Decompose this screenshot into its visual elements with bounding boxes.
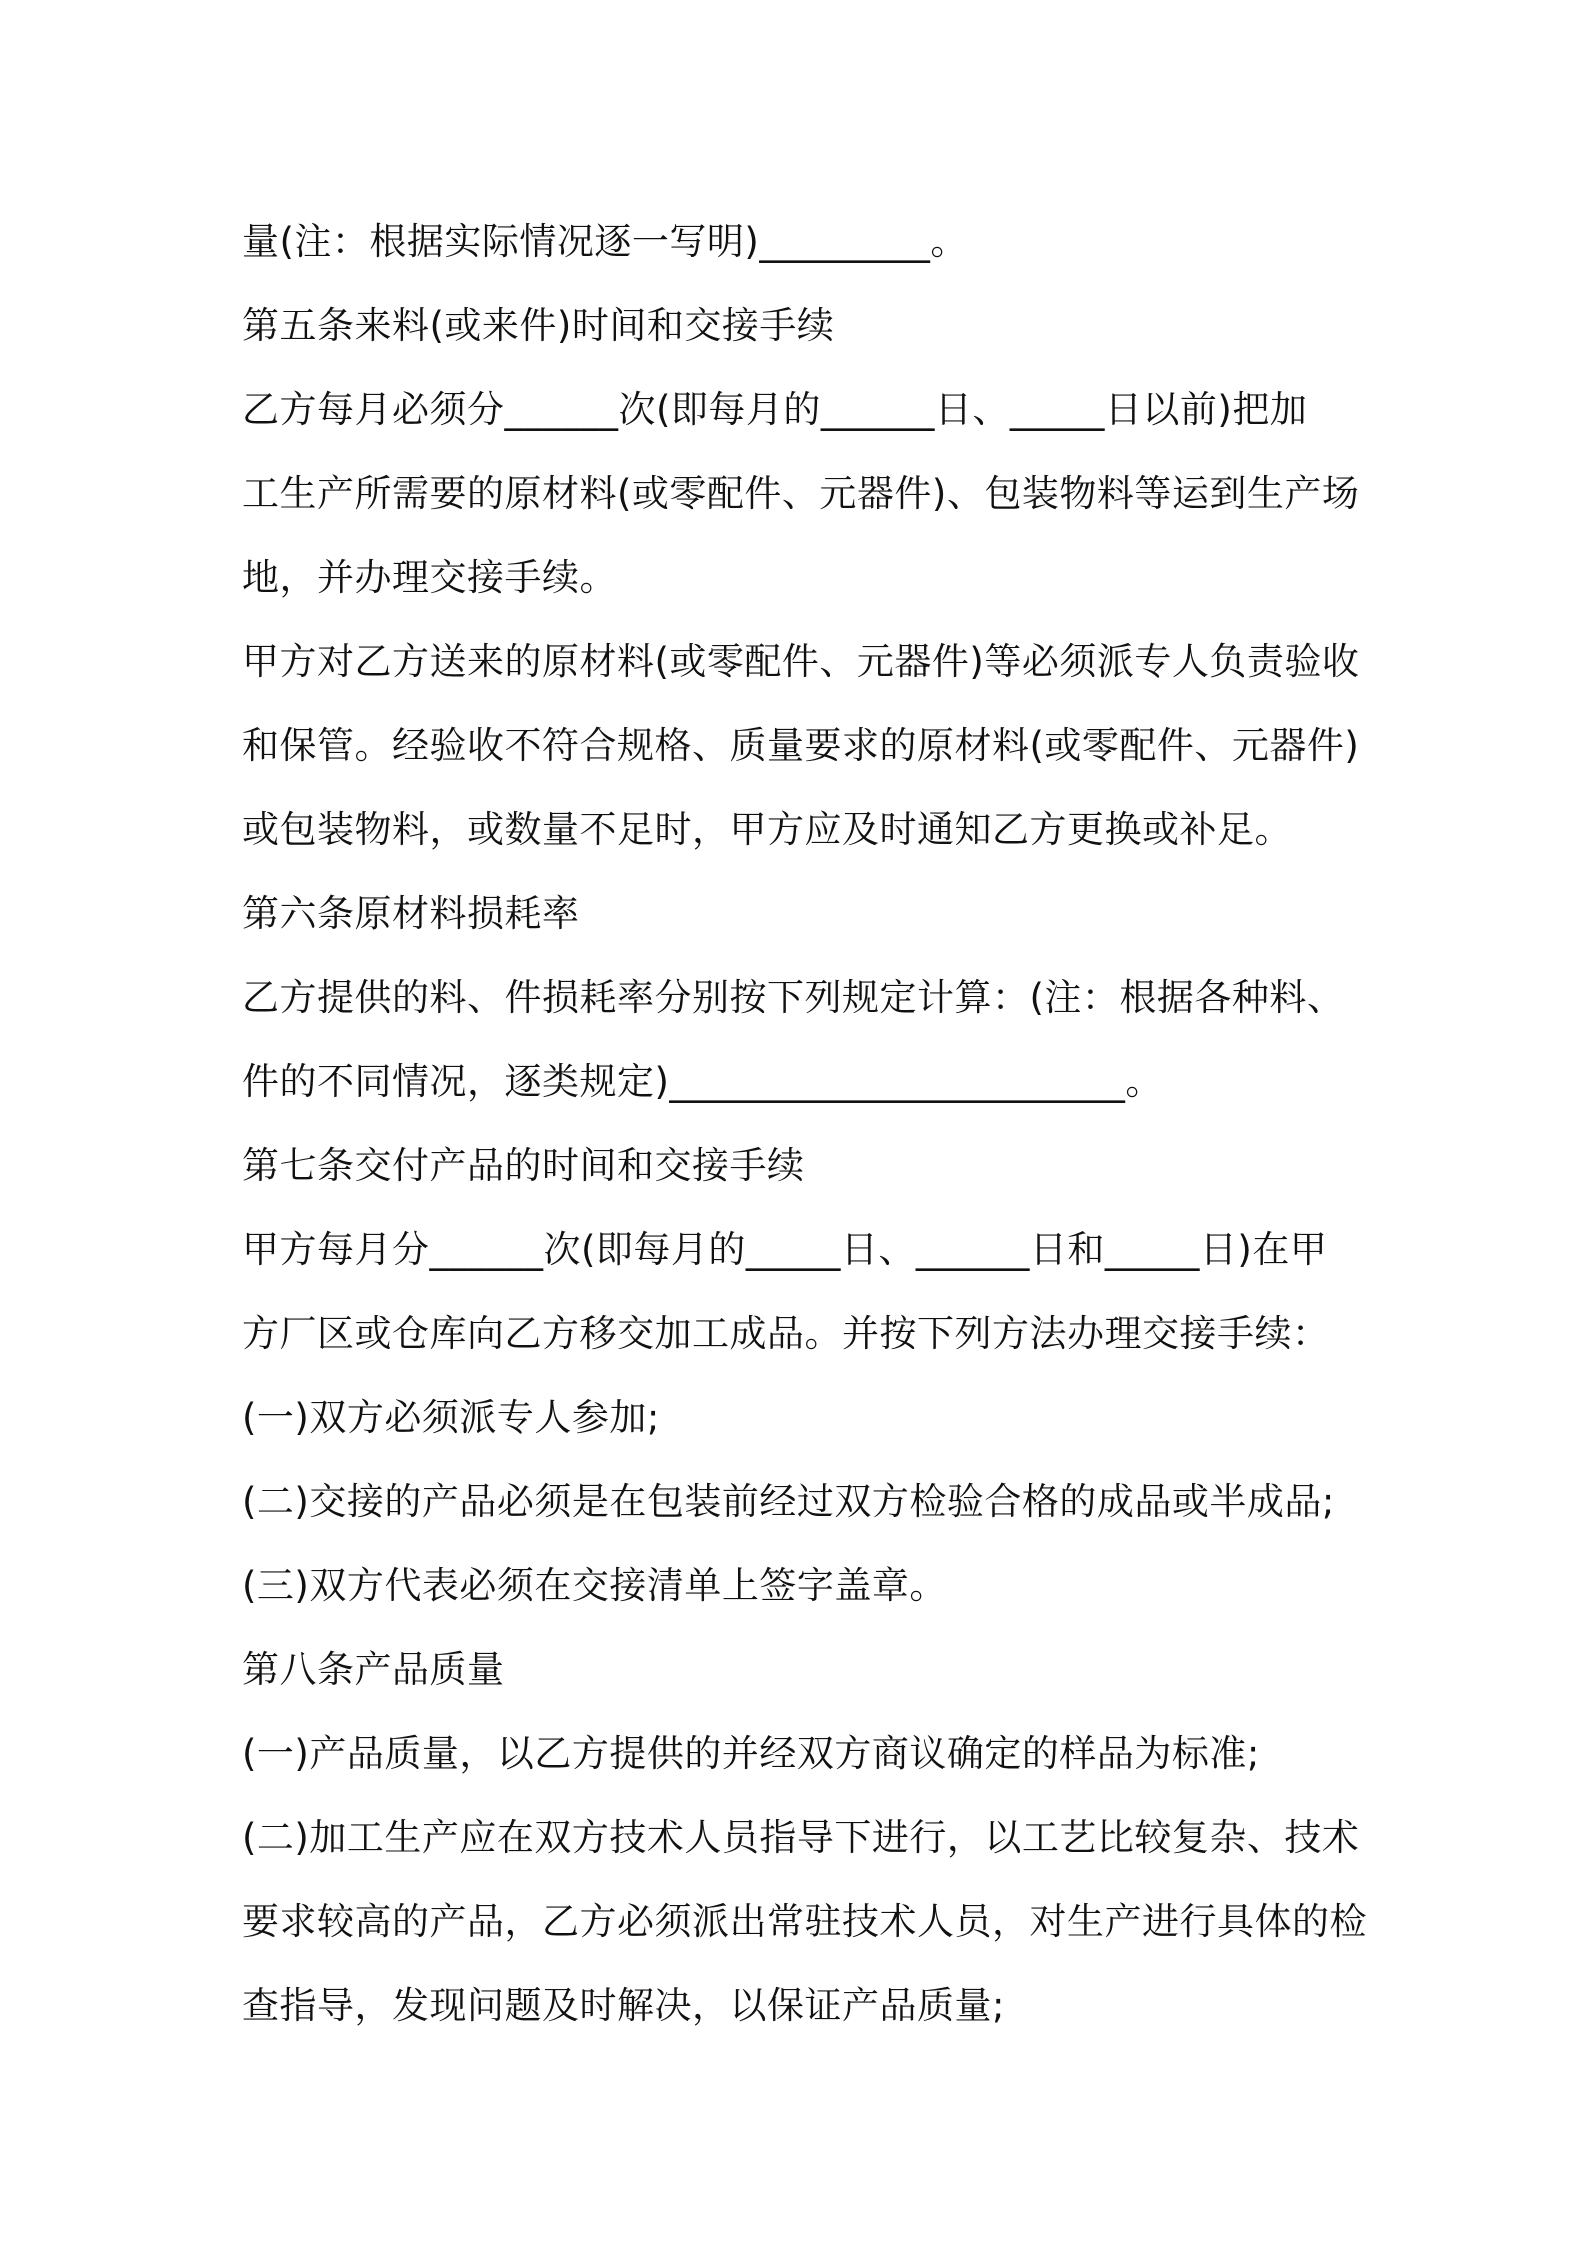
section-heading: 第五条来料(或来件)时间和交接手续 xyxy=(242,304,835,347)
text-line: 查指导，发现问题及时解决，以保证产品质量; xyxy=(242,1984,1005,2027)
text-line: 甲方对乙方送来的原材料(或零配件、元器件)等必须派专人负责验收 xyxy=(242,640,1360,683)
text-line: 乙方提供的料、件损耗率分别按下列规定计算：(注：根据各种料、 xyxy=(242,976,1345,1019)
text-line: 量(注：根据实际情况逐一写明)_________。 xyxy=(242,220,968,263)
text-line: 件的不同情况，逐类规定)________________________。 xyxy=(242,1060,1163,1103)
list-item: (一)双方必须派专人参加; xyxy=(242,1396,660,1439)
section-heading: 第八条产品质量 xyxy=(242,1648,505,1691)
list-item: (一)产品质量，以乙方提供的并经双方商议确定的样品为标准; xyxy=(242,1732,1260,1775)
text-line: 甲方每月分______次(即每月的_____日、______日和_____日)在甲 xyxy=(242,1228,1328,1271)
section-heading: 第七条交付产品的时间和交接手续 xyxy=(242,1144,805,1187)
text-line: 工生产所需要的原材料(或零配件、元器件)、包装物料等运到生产场 xyxy=(242,472,1360,515)
text-line: 要求较高的产品，乙方必须派出常驻技术人员，对生产进行具体的检 xyxy=(242,1900,1367,1943)
text-line: 和保管。经验收不符合规格、质量要求的原材料(或零配件、元器件) xyxy=(242,724,1360,767)
section-heading: 第六条原材料损耗率 xyxy=(242,892,580,935)
list-item: (三)双方代表必须在交接清单上签字盖章。 xyxy=(242,1564,947,1607)
list-item: (二)加工生产应在双方技术人员指导下进行，以工艺比较复杂、技术 xyxy=(242,1816,1360,1859)
document-body xyxy=(242,200,1367,2048)
text-line: 乙方每月必须分______次(即每月的______日、_____日以前)把加 xyxy=(242,388,1308,431)
text-line: 方厂区或仓库向乙方移交加工成品。并按下列方法办理交接手续： xyxy=(242,1312,1330,1355)
list-item: (二)交接的产品必须是在包装前经过双方检验合格的成品或半成品; xyxy=(242,1480,1335,1523)
text-line: 地，并办理交接手续。 xyxy=(242,556,617,599)
text-line: 或包装物料，或数量不足时，甲方应及时通知乙方更换或补足。 xyxy=(242,808,1292,851)
